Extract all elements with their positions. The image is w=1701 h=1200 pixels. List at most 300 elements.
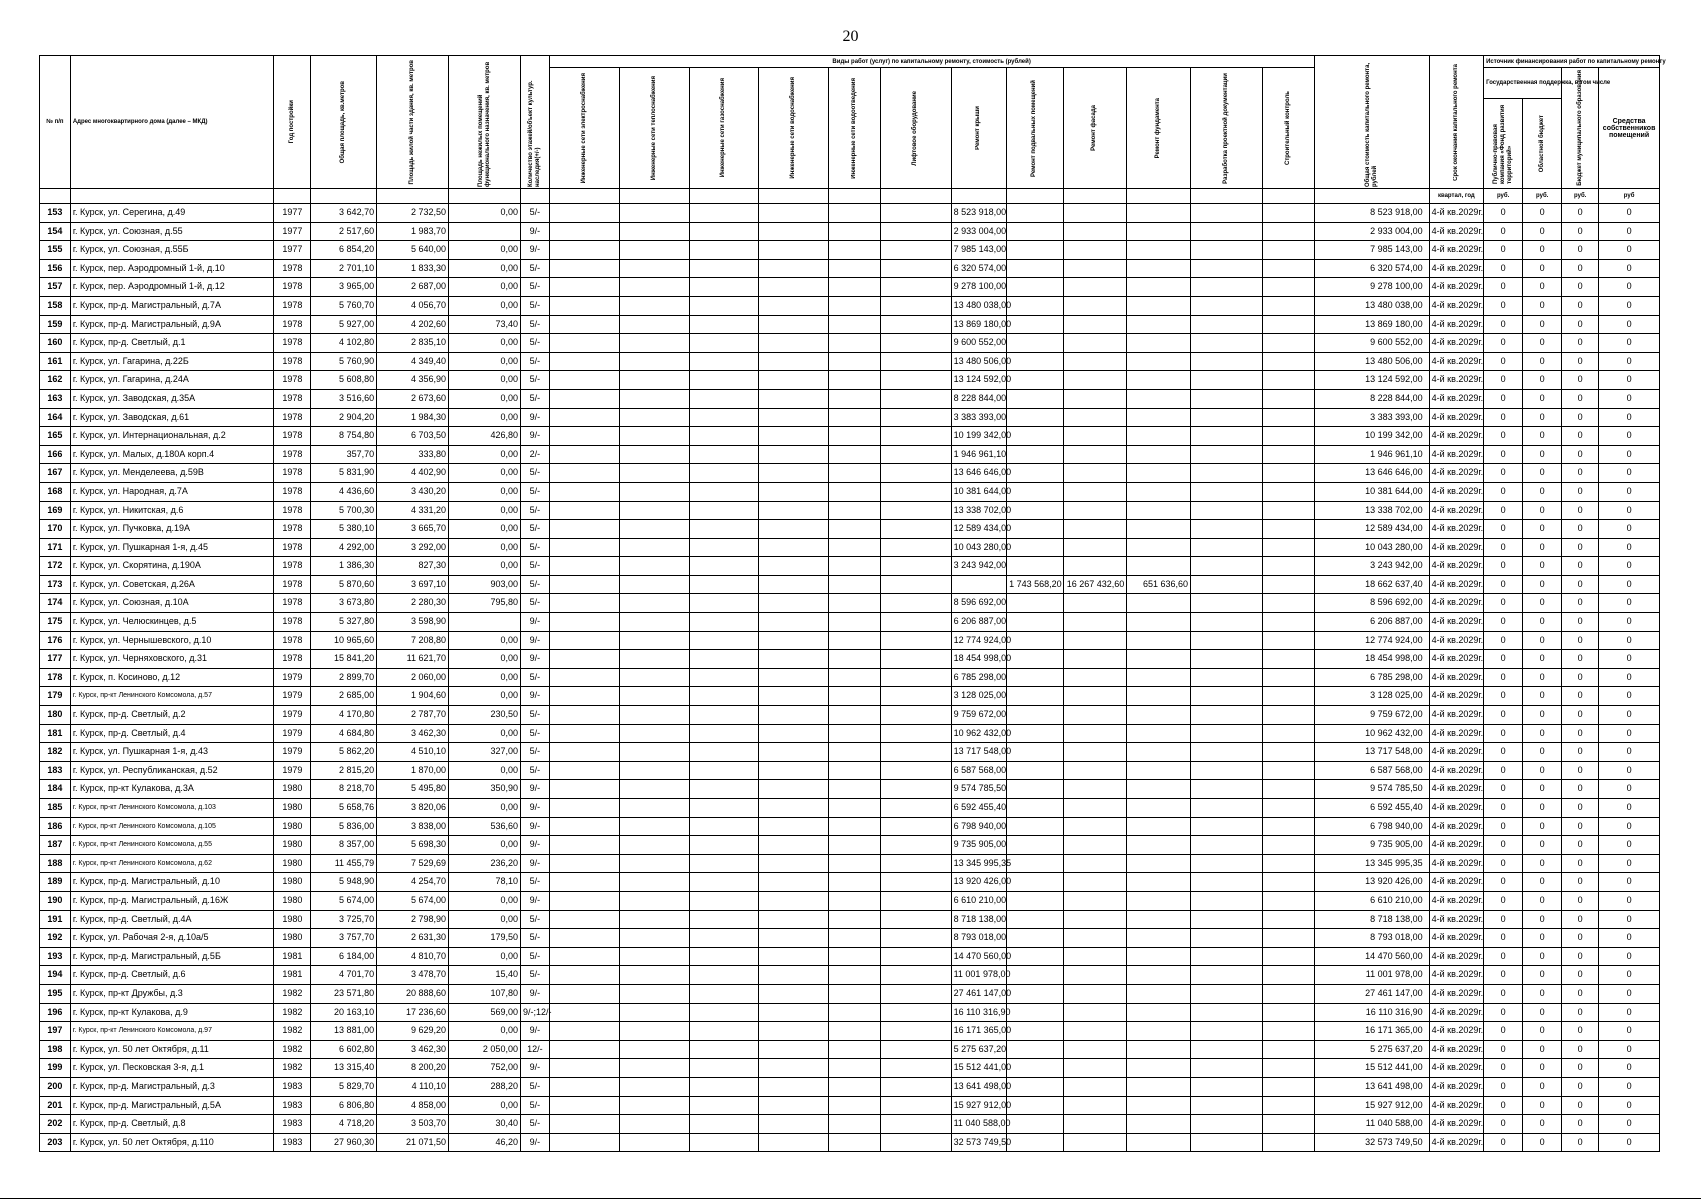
work-foundation-cell: [1127, 836, 1191, 855]
regional-budget-cell: 0: [1523, 891, 1562, 910]
nonresidential-area-cell: [449, 222, 521, 241]
work-supervision-cell: [1262, 1059, 1314, 1078]
work-foundation-cell: [1127, 315, 1191, 334]
work-sewage-cell: [829, 538, 880, 557]
work-roof-cell: 9 735 905,00: [951, 836, 1007, 855]
work-supervision-cell: [1262, 650, 1314, 669]
year-cell: 1978: [274, 631, 311, 650]
owners-funds-cell: 0: [1599, 761, 1660, 780]
total-cost-cell: 10 199 342,00: [1314, 427, 1429, 446]
work-electric-cell: [549, 947, 619, 966]
work-basement-cell: [1007, 724, 1064, 743]
work-electric-cell: [549, 984, 619, 1003]
work-sewage-cell: [829, 836, 880, 855]
work-supervision-cell: [1262, 1133, 1314, 1152]
work-design-cell: [1191, 1133, 1263, 1152]
living-area-cell: 5 674,00: [377, 891, 449, 910]
regional-budget-cell: 0: [1523, 631, 1562, 650]
work-electric-cell: [549, 687, 619, 706]
work-foundation-cell: [1127, 278, 1191, 297]
term-cell: 4-й кв.2029г.: [1429, 557, 1483, 576]
work-roof-cell: 13 338 702,00: [951, 501, 1007, 520]
work-gas-cell: [689, 966, 759, 985]
work-supervision-cell: [1262, 352, 1314, 371]
living-area-cell: 5 495,80: [377, 780, 449, 799]
work-foundation-cell: [1127, 204, 1191, 223]
area-cell: 1 386,30: [311, 557, 377, 576]
row-number: 188: [40, 854, 71, 873]
year-cell: 1977: [274, 222, 311, 241]
row-number: 158: [40, 296, 71, 315]
row-number: 181: [40, 724, 71, 743]
area-cell: 4 170,80: [311, 706, 377, 725]
work-supervision-cell: [1262, 501, 1314, 520]
year-cell: 1980: [274, 854, 311, 873]
work-facade-cell: [1063, 520, 1127, 539]
work-roof-cell: 13 641 498,00: [951, 1077, 1007, 1096]
term-cell: 4-й кв.2029г.: [1429, 743, 1483, 762]
municipal-budget-cell: 0: [1562, 799, 1599, 818]
work-roof-cell: 8 228 844,00: [951, 389, 1007, 408]
address-cell: г. Курск, пр-д. Магистральный, д.16Ж: [70, 891, 274, 910]
table-row: [40, 315, 1660, 334]
work-foundation-cell: [1127, 1022, 1191, 1041]
nonresidential-area-cell: 0,00: [449, 352, 521, 371]
work-facade-cell: [1063, 873, 1127, 892]
ppk-fund-cell: 0: [1484, 984, 1523, 1003]
work-heating-cell: [619, 1096, 689, 1115]
owners-funds-cell: 0: [1599, 278, 1660, 297]
municipal-budget-cell: 0: [1562, 631, 1599, 650]
area-cell: 5 870,60: [311, 575, 377, 594]
work-facade-cell: [1063, 650, 1127, 669]
floors-cell: 9/-;12/-: [520, 1003, 549, 1022]
area-cell: 2 701,10: [311, 259, 377, 278]
work-foundation-cell: [1127, 724, 1191, 743]
work-design-cell: [1191, 724, 1263, 743]
work-sewage-cell: [829, 1059, 880, 1078]
work-foundation-cell: [1127, 538, 1191, 557]
work-electric-cell: [549, 613, 619, 632]
owners-funds-cell: 0: [1599, 947, 1660, 966]
year-cell: 1980: [274, 873, 311, 892]
row-number: 182: [40, 743, 71, 762]
regional-budget-cell: 0: [1523, 947, 1562, 966]
work-basement-cell: [1007, 296, 1064, 315]
total-cost-cell: 9 735 905,00: [1314, 836, 1429, 855]
work-water-cell: [759, 910, 829, 929]
work-gas-cell: [689, 761, 759, 780]
unit-rub: руб.: [1523, 189, 1562, 204]
table-row: [40, 464, 1660, 483]
work-gas-cell: [689, 687, 759, 706]
total-cost-cell: 8 523 918,00: [1314, 204, 1429, 223]
year-cell: 1978: [274, 296, 311, 315]
work-sewage-cell: [829, 501, 880, 520]
address-cell: г. Курск, ул. 50 лет Октября, д.11: [70, 1040, 274, 1059]
row-number: 164: [40, 408, 71, 427]
work-foundation-cell: [1127, 706, 1191, 725]
table-row: [40, 389, 1660, 408]
work-electric-cell: [549, 761, 619, 780]
owners-funds-cell: 0: [1599, 854, 1660, 873]
work-gas-cell: [689, 743, 759, 762]
work-gas-cell: [689, 427, 759, 446]
ppk-fund-cell: 0: [1484, 1040, 1523, 1059]
municipal-budget-cell: 0: [1562, 706, 1599, 725]
table-row: [40, 631, 1660, 650]
owners-funds-cell: 0: [1599, 966, 1660, 985]
year-cell: 1983: [274, 1115, 311, 1134]
municipal-budget-cell: 0: [1562, 296, 1599, 315]
year-cell: 1977: [274, 241, 311, 260]
regional-budget-cell: 0: [1523, 204, 1562, 223]
term-cell: 4-й кв.2029г.: [1429, 296, 1483, 315]
work-electric-cell: [549, 1040, 619, 1059]
term-cell: 4-й кв.2029г.: [1429, 854, 1483, 873]
work-basement-cell: [1007, 1096, 1064, 1115]
ppk-fund-cell: 0: [1484, 408, 1523, 427]
work-design-cell: [1191, 929, 1263, 948]
nonresidential-area-cell: 752,00: [449, 1059, 521, 1078]
work-design-cell: [1191, 575, 1263, 594]
address-cell: г. Курск, ул. Народная, д.7А: [70, 482, 274, 501]
address-cell: г. Курск, пр-кт Кулакова, д.3А: [70, 780, 274, 799]
work-sewage-cell: [829, 650, 880, 669]
page-number: 20: [842, 28, 859, 45]
area-cell: 5 760,70: [311, 296, 377, 315]
work-supervision-cell: [1262, 817, 1314, 836]
municipal-budget-cell: 0: [1562, 910, 1599, 929]
address-cell: г. Курск, пр-д. Светлый, д.6: [70, 966, 274, 985]
floors-cell: 5/-: [520, 389, 549, 408]
term-cell: 4-й кв.2029г.: [1429, 1077, 1483, 1096]
area-cell: 5 700,30: [311, 501, 377, 520]
work-gas-cell: [689, 259, 759, 278]
total-cost-cell: 13 338 702,00: [1314, 501, 1429, 520]
municipal-budget-cell: 0: [1562, 222, 1599, 241]
address-cell: г. Курск, пер. Аэродромный 1-й, д.12: [70, 278, 274, 297]
term-cell: 4-й кв.2029г.: [1429, 910, 1483, 929]
floors-cell: 5/-: [520, 464, 549, 483]
work-elevator-cell: [880, 1077, 951, 1096]
regional-budget-cell: 0: [1523, 520, 1562, 539]
nonresidential-area-cell: 0,00: [449, 891, 521, 910]
floors-cell: 5/-: [520, 706, 549, 725]
row-number: 191: [40, 910, 71, 929]
work-elevator-cell: [880, 1115, 951, 1134]
municipal-budget-cell: 0: [1562, 538, 1599, 557]
work-facade-cell: [1063, 482, 1127, 501]
work-sewage-cell: [829, 817, 880, 836]
work-foundation-cell: [1127, 464, 1191, 483]
work-design-cell: [1191, 352, 1263, 371]
total-cost-cell: 6 587 568,00: [1314, 761, 1429, 780]
address-cell: г. Курск, пр-д. Светлый, д.1: [70, 334, 274, 353]
work-heating-cell: [619, 408, 689, 427]
work-gas-cell: [689, 1115, 759, 1134]
area-cell: 5 836,00: [311, 817, 377, 836]
work-design-cell: [1191, 947, 1263, 966]
work-gas-cell: [689, 222, 759, 241]
work-gas-cell: [689, 1059, 759, 1078]
floors-cell: 5/-: [520, 1115, 549, 1134]
work-elevator-cell: [880, 538, 951, 557]
table-row: [40, 1096, 1660, 1115]
nonresidential-area-cell: 0,00: [449, 761, 521, 780]
work-roof-cell: 6 785 298,00: [951, 668, 1007, 687]
floors-cell: 5/-: [520, 538, 549, 557]
area-cell: 5 862,20: [311, 743, 377, 762]
work-elevator-cell: [880, 557, 951, 576]
owners-funds-cell: 0: [1599, 352, 1660, 371]
nonresidential-area-cell: 2 050,00: [449, 1040, 521, 1059]
work-electric-cell: [549, 1096, 619, 1115]
work-elevator-cell: [880, 910, 951, 929]
floors-cell: 5/-: [520, 482, 549, 501]
work-basement-cell: [1007, 1040, 1064, 1059]
work-facade-cell: [1063, 910, 1127, 929]
year-cell: 1980: [274, 891, 311, 910]
area-cell: 2 815,20: [311, 761, 377, 780]
work-roof-cell: 10 199 342,00: [951, 427, 1007, 446]
work-sewage-cell: [829, 966, 880, 985]
year-cell: 1978: [274, 594, 311, 613]
work-water-cell: [759, 204, 829, 223]
row-number: 199: [40, 1059, 71, 1078]
nonresidential-area-cell: 569,00: [449, 1003, 521, 1022]
owners-funds-cell: 0: [1599, 427, 1660, 446]
work-basement-cell: [1007, 371, 1064, 390]
work-water-cell: [759, 594, 829, 613]
term-cell: 4-й кв.2029г.: [1429, 1003, 1483, 1022]
work-basement-cell: [1007, 352, 1064, 371]
owners-funds-cell: 0: [1599, 241, 1660, 260]
floors-cell: 5/-: [520, 259, 549, 278]
total-cost-cell: 8 596 692,00: [1314, 594, 1429, 613]
living-area-cell: 4 810,70: [377, 947, 449, 966]
work-supervision-cell: [1262, 259, 1314, 278]
regional-budget-cell: 0: [1523, 650, 1562, 669]
work-facade-cell: [1063, 204, 1127, 223]
owners-funds-cell: 0: [1599, 445, 1660, 464]
term-cell: 4-й кв.2029г.: [1429, 687, 1483, 706]
municipal-budget-cell: 0: [1562, 1096, 1599, 1115]
work-electric-cell: [549, 1003, 619, 1022]
work-supervision-cell: [1262, 706, 1314, 725]
area-cell: 8 218,70: [311, 780, 377, 799]
term-cell: 4-й кв.2029г.: [1429, 780, 1483, 799]
term-cell: 4-й кв.2029г.: [1429, 389, 1483, 408]
work-foundation-cell: [1127, 482, 1191, 501]
address-cell: г. Курск, ул. Челюскинцев, д.5: [70, 613, 274, 632]
work-electric-cell: [549, 575, 619, 594]
address-cell: г. Курск, пр-д. Светлый, д.4А: [70, 910, 274, 929]
address-cell: г. Курск, ул. Республиканская, д.52: [70, 761, 274, 780]
work-water-cell: [759, 1003, 829, 1022]
work-roof-cell: 13 646 646,00: [951, 464, 1007, 483]
table-row: [40, 352, 1660, 371]
nonresidential-area-cell: 0,00: [449, 408, 521, 427]
floors-cell: 5/-: [520, 1077, 549, 1096]
col-header-total-cost: Общая стоимость капитального ремонта, рублей: [1314, 56, 1429, 189]
work-elevator-cell: [880, 836, 951, 855]
work-roof-cell: 13 920 426,00: [951, 873, 1007, 892]
work-foundation-cell: [1127, 929, 1191, 948]
living-area-cell: 2 687,00: [377, 278, 449, 297]
address-cell: г. Курск, пр-д. Магистральный, д.3: [70, 1077, 274, 1096]
work-electric-cell: [549, 1115, 619, 1134]
municipal-budget-cell: 0: [1562, 873, 1599, 892]
owners-funds-cell: 0: [1599, 575, 1660, 594]
owners-funds-cell: 0: [1599, 631, 1660, 650]
row-number: 162: [40, 371, 71, 390]
nonresidential-area-cell: 78,10: [449, 873, 521, 892]
living-area-cell: 4 254,70: [377, 873, 449, 892]
work-design-cell: [1191, 780, 1263, 799]
year-cell: 1979: [274, 761, 311, 780]
work-electric-cell: [549, 799, 619, 818]
work-elevator-cell: [880, 575, 951, 594]
work-roof-cell: 3 383 393,00: [951, 408, 1007, 427]
work-design-cell: [1191, 743, 1263, 762]
area-cell: 3 757,70: [311, 929, 377, 948]
total-cost-cell: 5 275 637,20: [1314, 1040, 1429, 1059]
table-row: [40, 613, 1660, 632]
owners-funds-cell: 0: [1599, 910, 1660, 929]
table-row: [40, 575, 1660, 594]
ppk-fund-cell: 0: [1484, 501, 1523, 520]
term-cell: 4-й кв.2029г.: [1429, 482, 1483, 501]
term-cell: 4-й кв.2029г.: [1429, 724, 1483, 743]
term-cell: 4-й кв.2029г.: [1429, 817, 1483, 836]
term-cell: 4-й кв.2029г.: [1429, 538, 1483, 557]
work-elevator-cell: [880, 929, 951, 948]
work-gas-cell: [689, 1133, 759, 1152]
work-supervision-cell: [1262, 278, 1314, 297]
work-facade-cell: [1063, 278, 1127, 297]
ppk-fund-cell: 0: [1484, 278, 1523, 297]
work-basement-cell: [1007, 706, 1064, 725]
area-cell: 357,70: [311, 445, 377, 464]
address-cell: г. Курск, пр-кт Ленинского Комсомола, д.103: [70, 799, 274, 818]
work-basement-cell: [1007, 408, 1064, 427]
work-design-cell: [1191, 296, 1263, 315]
work-gas-cell: [689, 910, 759, 929]
regional-budget-cell: 0: [1523, 259, 1562, 278]
area-cell: 8 357,00: [311, 836, 377, 855]
municipal-budget-cell: 0: [1562, 854, 1599, 873]
work-design-cell: [1191, 204, 1263, 223]
work-electric-cell: [549, 854, 619, 873]
work-sewage-cell: [829, 222, 880, 241]
work-facade-cell: [1063, 501, 1127, 520]
living-area-cell: 21 071,50: [377, 1133, 449, 1152]
work-sewage-cell: [829, 947, 880, 966]
col-header-work-electric: Инженерные сети электроснабжения: [549, 68, 619, 189]
work-roof-cell: 8 523 918,00: [951, 204, 1007, 223]
work-gas-cell: [689, 278, 759, 297]
address-cell: г. Курск, ул. Гагарина, д.22Б: [70, 352, 274, 371]
table-row: [40, 817, 1660, 836]
work-facade-cell: 16 267 432,60: [1063, 575, 1127, 594]
regional-budget-cell: 0: [1523, 836, 1562, 855]
work-roof-cell: 18 454 998,00: [951, 650, 1007, 669]
work-supervision-cell: [1262, 427, 1314, 446]
work-supervision-cell: [1262, 334, 1314, 353]
ppk-fund-cell: 0: [1484, 891, 1523, 910]
regional-budget-cell: 0: [1523, 315, 1562, 334]
year-cell: 1982: [274, 1022, 311, 1041]
work-water-cell: [759, 1115, 829, 1134]
regional-budget-cell: 0: [1523, 575, 1562, 594]
work-elevator-cell: [880, 352, 951, 371]
ppk-fund-cell: 0: [1484, 241, 1523, 260]
row-number: 195: [40, 984, 71, 1003]
work-foundation-cell: [1127, 947, 1191, 966]
work-heating-cell: [619, 984, 689, 1003]
term-cell: 4-й кв.2029г.: [1429, 1133, 1483, 1152]
year-cell: 1980: [274, 799, 311, 818]
work-gas-cell: [689, 613, 759, 632]
address-cell: г. Курск, п. Косиново, д.12: [70, 668, 274, 687]
row-number: 187: [40, 836, 71, 855]
work-electric-cell: [549, 482, 619, 501]
living-area-cell: 2 787,70: [377, 706, 449, 725]
nonresidential-area-cell: 0,00: [449, 371, 521, 390]
floors-cell: 9/-: [520, 408, 549, 427]
col-header-work-supervision: Строительный контроль: [1262, 68, 1314, 189]
nonresidential-area-cell: 0,00: [449, 241, 521, 260]
work-gas-cell: [689, 1022, 759, 1041]
table-row: [40, 482, 1660, 501]
work-roof-cell: 6 610 210,00: [951, 891, 1007, 910]
floors-cell: 5/-: [520, 910, 549, 929]
regional-budget-cell: 0: [1523, 352, 1562, 371]
work-facade-cell: [1063, 1003, 1127, 1022]
ppk-fund-cell: 0: [1484, 1096, 1523, 1115]
living-area-cell: 3 820,06: [377, 799, 449, 818]
term-cell: 4-й кв.2029г.: [1429, 984, 1483, 1003]
ppk-fund-cell: 0: [1484, 799, 1523, 818]
work-foundation-cell: [1127, 984, 1191, 1003]
ppk-fund-cell: 0: [1484, 482, 1523, 501]
nonresidential-area-cell: 0,00: [449, 259, 521, 278]
address-cell: г. Курск, пр-д. Магистральный, д.5А: [70, 1096, 274, 1115]
work-foundation-cell: [1127, 1059, 1191, 1078]
col-header-work-sewage: Инженерные сети водоотведения: [829, 68, 880, 189]
work-elevator-cell: [880, 520, 951, 539]
total-cost-cell: 18 662 637,40: [1314, 575, 1429, 594]
owners-funds-cell: 0: [1599, 557, 1660, 576]
work-facade-cell: [1063, 259, 1127, 278]
ppk-fund-cell: 0: [1484, 1003, 1523, 1022]
work-facade-cell: [1063, 706, 1127, 725]
municipal-budget-cell: 0: [1562, 520, 1599, 539]
living-area-cell: 1 984,30: [377, 408, 449, 427]
work-water-cell: [759, 296, 829, 315]
work-electric-cell: [549, 873, 619, 892]
area-cell: 6 854,20: [311, 241, 377, 260]
municipal-budget-cell: 0: [1562, 371, 1599, 390]
owners-funds-cell: 0: [1599, 538, 1660, 557]
row-number: 183: [40, 761, 71, 780]
nonresidential-area-cell: 0,00: [449, 445, 521, 464]
row-number: 169: [40, 501, 71, 520]
total-cost-cell: 6 798 940,00: [1314, 817, 1429, 836]
work-water-cell: [759, 1040, 829, 1059]
row-number: 200: [40, 1077, 71, 1096]
